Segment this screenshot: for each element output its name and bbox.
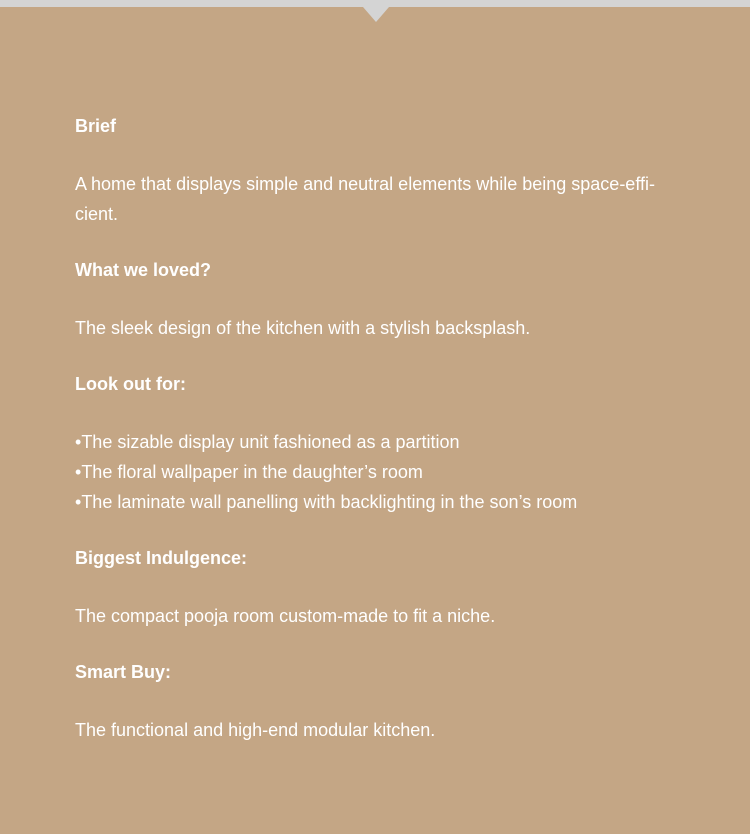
list-item: • The floral wallpaper in the daughter’s room — [75, 457, 695, 487]
look-out-for-list — [75, 427, 695, 517]
smart-buy-heading: Smart Buy: — [75, 662, 172, 682]
smart-buy-text: The functional and high-end modular kitchen. — [75, 720, 436, 740]
brief-text: A home that displays simple and neutral elements while being space-effi-cient. — [75, 174, 655, 224]
what-we-loved-text: The sleek design of the kitchen with a stylish backsplash. — [75, 318, 531, 338]
biggest-indulgence-text: The compact pooja room custom-made to fit a niche. — [75, 606, 496, 626]
list-item: • The laminate wall panelling with backlighting in the son’s room — [75, 487, 695, 517]
list-item: • The sizable display unit fashioned as a partition — [75, 427, 695, 457]
brief-panel — [75, 112, 695, 772]
brief-heading: Brief — [75, 116, 117, 136]
what-we-loved-heading: What we loved? — [75, 260, 212, 280]
biggest-indulgence-heading: Biggest Indulgence: — [75, 548, 248, 568]
caret-down-pointer — [363, 7, 389, 22]
look-out-for-heading: Look out for: — [75, 374, 186, 394]
top-divider-bar — [0, 0, 750, 7]
